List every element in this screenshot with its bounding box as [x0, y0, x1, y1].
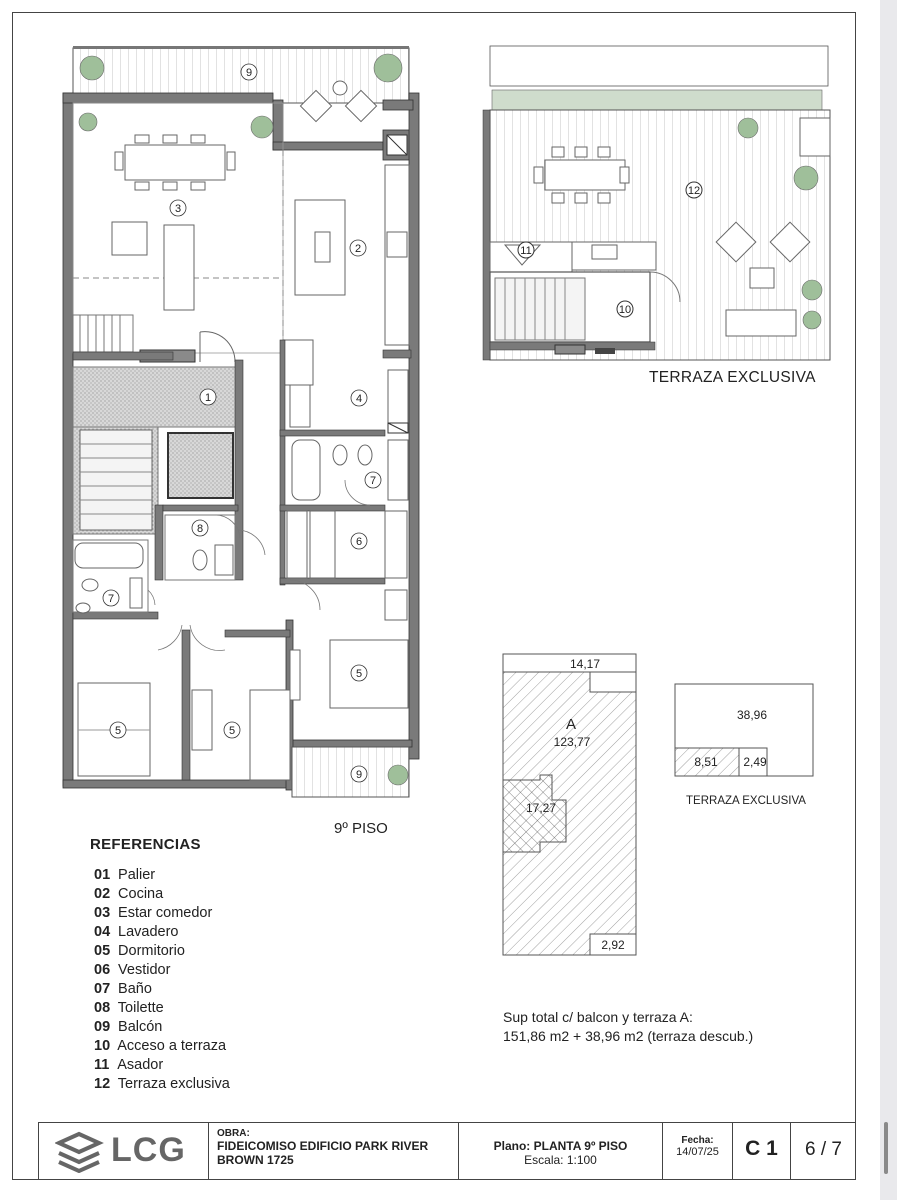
room-10: 10 [618, 304, 632, 316]
terrace-main-area: 38,96 [736, 708, 768, 722]
terrace-right-area: 2,49 [743, 755, 767, 769]
area-unit: A [565, 716, 577, 733]
escala: Escala: 1:100 [524, 1153, 597, 1167]
living-furniture [112, 222, 194, 310]
reference-item: 08 Toilette [94, 1000, 164, 1016]
internal-stair [73, 315, 133, 352]
lcg-logo-icon [55, 1131, 105, 1173]
floor-label: 9º PISO [334, 820, 388, 837]
reference-item: 05 Dormitorio [94, 943, 185, 959]
bathtub-left [75, 543, 143, 568]
room-6: 6 [355, 536, 363, 548]
fecha: 14/07/25 [676, 1146, 719, 1158]
obra-name-line1: FIDEICOMISO EDIFICIO PARK RIVER [217, 1139, 429, 1153]
page-number: 6 / 7 [790, 1123, 856, 1179]
room-12: 12 [687, 185, 701, 197]
obra-label: OBRA: [217, 1128, 250, 1139]
terrace-diagram-label: TERRAZA EXCLUSIVA [686, 795, 806, 807]
terrace-area-diagram [675, 684, 813, 807]
bed-right [330, 640, 408, 708]
obra-cell [208, 1123, 458, 1179]
sheet-code: C 1 [732, 1123, 790, 1179]
plano: Plano: PLANTA 9º PISO [493, 1139, 628, 1153]
fecha-label: Fecha: [681, 1135, 714, 1146]
plano-cell [458, 1123, 662, 1179]
reference-item: 12 Terraza exclusiva [94, 1076, 230, 1092]
room-5-left: 5 [114, 725, 122, 737]
building-stair [80, 430, 152, 530]
kitchen-partition [283, 340, 313, 385]
room-4: 4 [355, 393, 363, 405]
scrollbar-thumb[interactable] [884, 1122, 888, 1174]
terrace-left-area: 8,51 [694, 755, 718, 769]
reference-item: 11 Asador [94, 1057, 164, 1073]
title-block [38, 1122, 856, 1179]
reference-item: 06 Vestidor [94, 962, 171, 978]
room-9-bottom: 9 [355, 769, 363, 781]
reference-item: 09 Balcón [94, 1019, 163, 1035]
bathtub-right [292, 440, 320, 500]
room-5-middle: 5 [228, 725, 236, 737]
bed-middle [250, 690, 290, 780]
reference-item: 02 Cocina [94, 886, 164, 902]
reference-item: 07 Baño [94, 981, 152, 997]
logo-text: LCG [111, 1131, 186, 1169]
area-total-covered: 123,77 [553, 735, 591, 749]
area-top-strip: 14,17 [569, 657, 601, 671]
area-bottom-strip: 2,92 [601, 938, 625, 952]
surface-total [503, 1008, 753, 1046]
dining-table [115, 135, 235, 190]
reference-item: 04 Lavadero [94, 924, 179, 940]
area-hatched: 17,27 [525, 801, 557, 815]
room-5-right: 5 [355, 668, 363, 680]
elevator [168, 433, 233, 498]
room-9-top: 9 [245, 67, 253, 79]
reference-item: 01 Palier [94, 867, 156, 883]
room-3: 3 [174, 203, 182, 215]
obra-name-line2: BROWN 1725 [217, 1153, 294, 1167]
reference-item: 03 Estar comedor [94, 905, 213, 921]
room-7-left: 7 [107, 593, 115, 605]
room-7-right: 7 [369, 475, 377, 487]
logo-cell [38, 1123, 208, 1179]
references-title: REFERENCIAS [90, 836, 201, 853]
reference-item: 10 Acceso a terraza [94, 1038, 227, 1054]
area-diagram [503, 654, 636, 955]
room-8: 8 [196, 523, 204, 535]
terrace-plan [483, 46, 830, 360]
surface-total-line1: Sup total c/ balcon y terraza A: [503, 1009, 693, 1025]
fecha-cell [662, 1123, 732, 1179]
room-1: 1 [204, 392, 212, 404]
references-list [94, 866, 230, 1094]
room-2: 2 [354, 243, 362, 255]
exclusive-terrace-label: TERRAZA EXCLUSIVA [649, 369, 816, 386]
room-11: 11 [520, 245, 532, 257]
surface-total-line2: 151,86 m2 + 38,96 m2 (terraza descub.) [503, 1028, 754, 1044]
